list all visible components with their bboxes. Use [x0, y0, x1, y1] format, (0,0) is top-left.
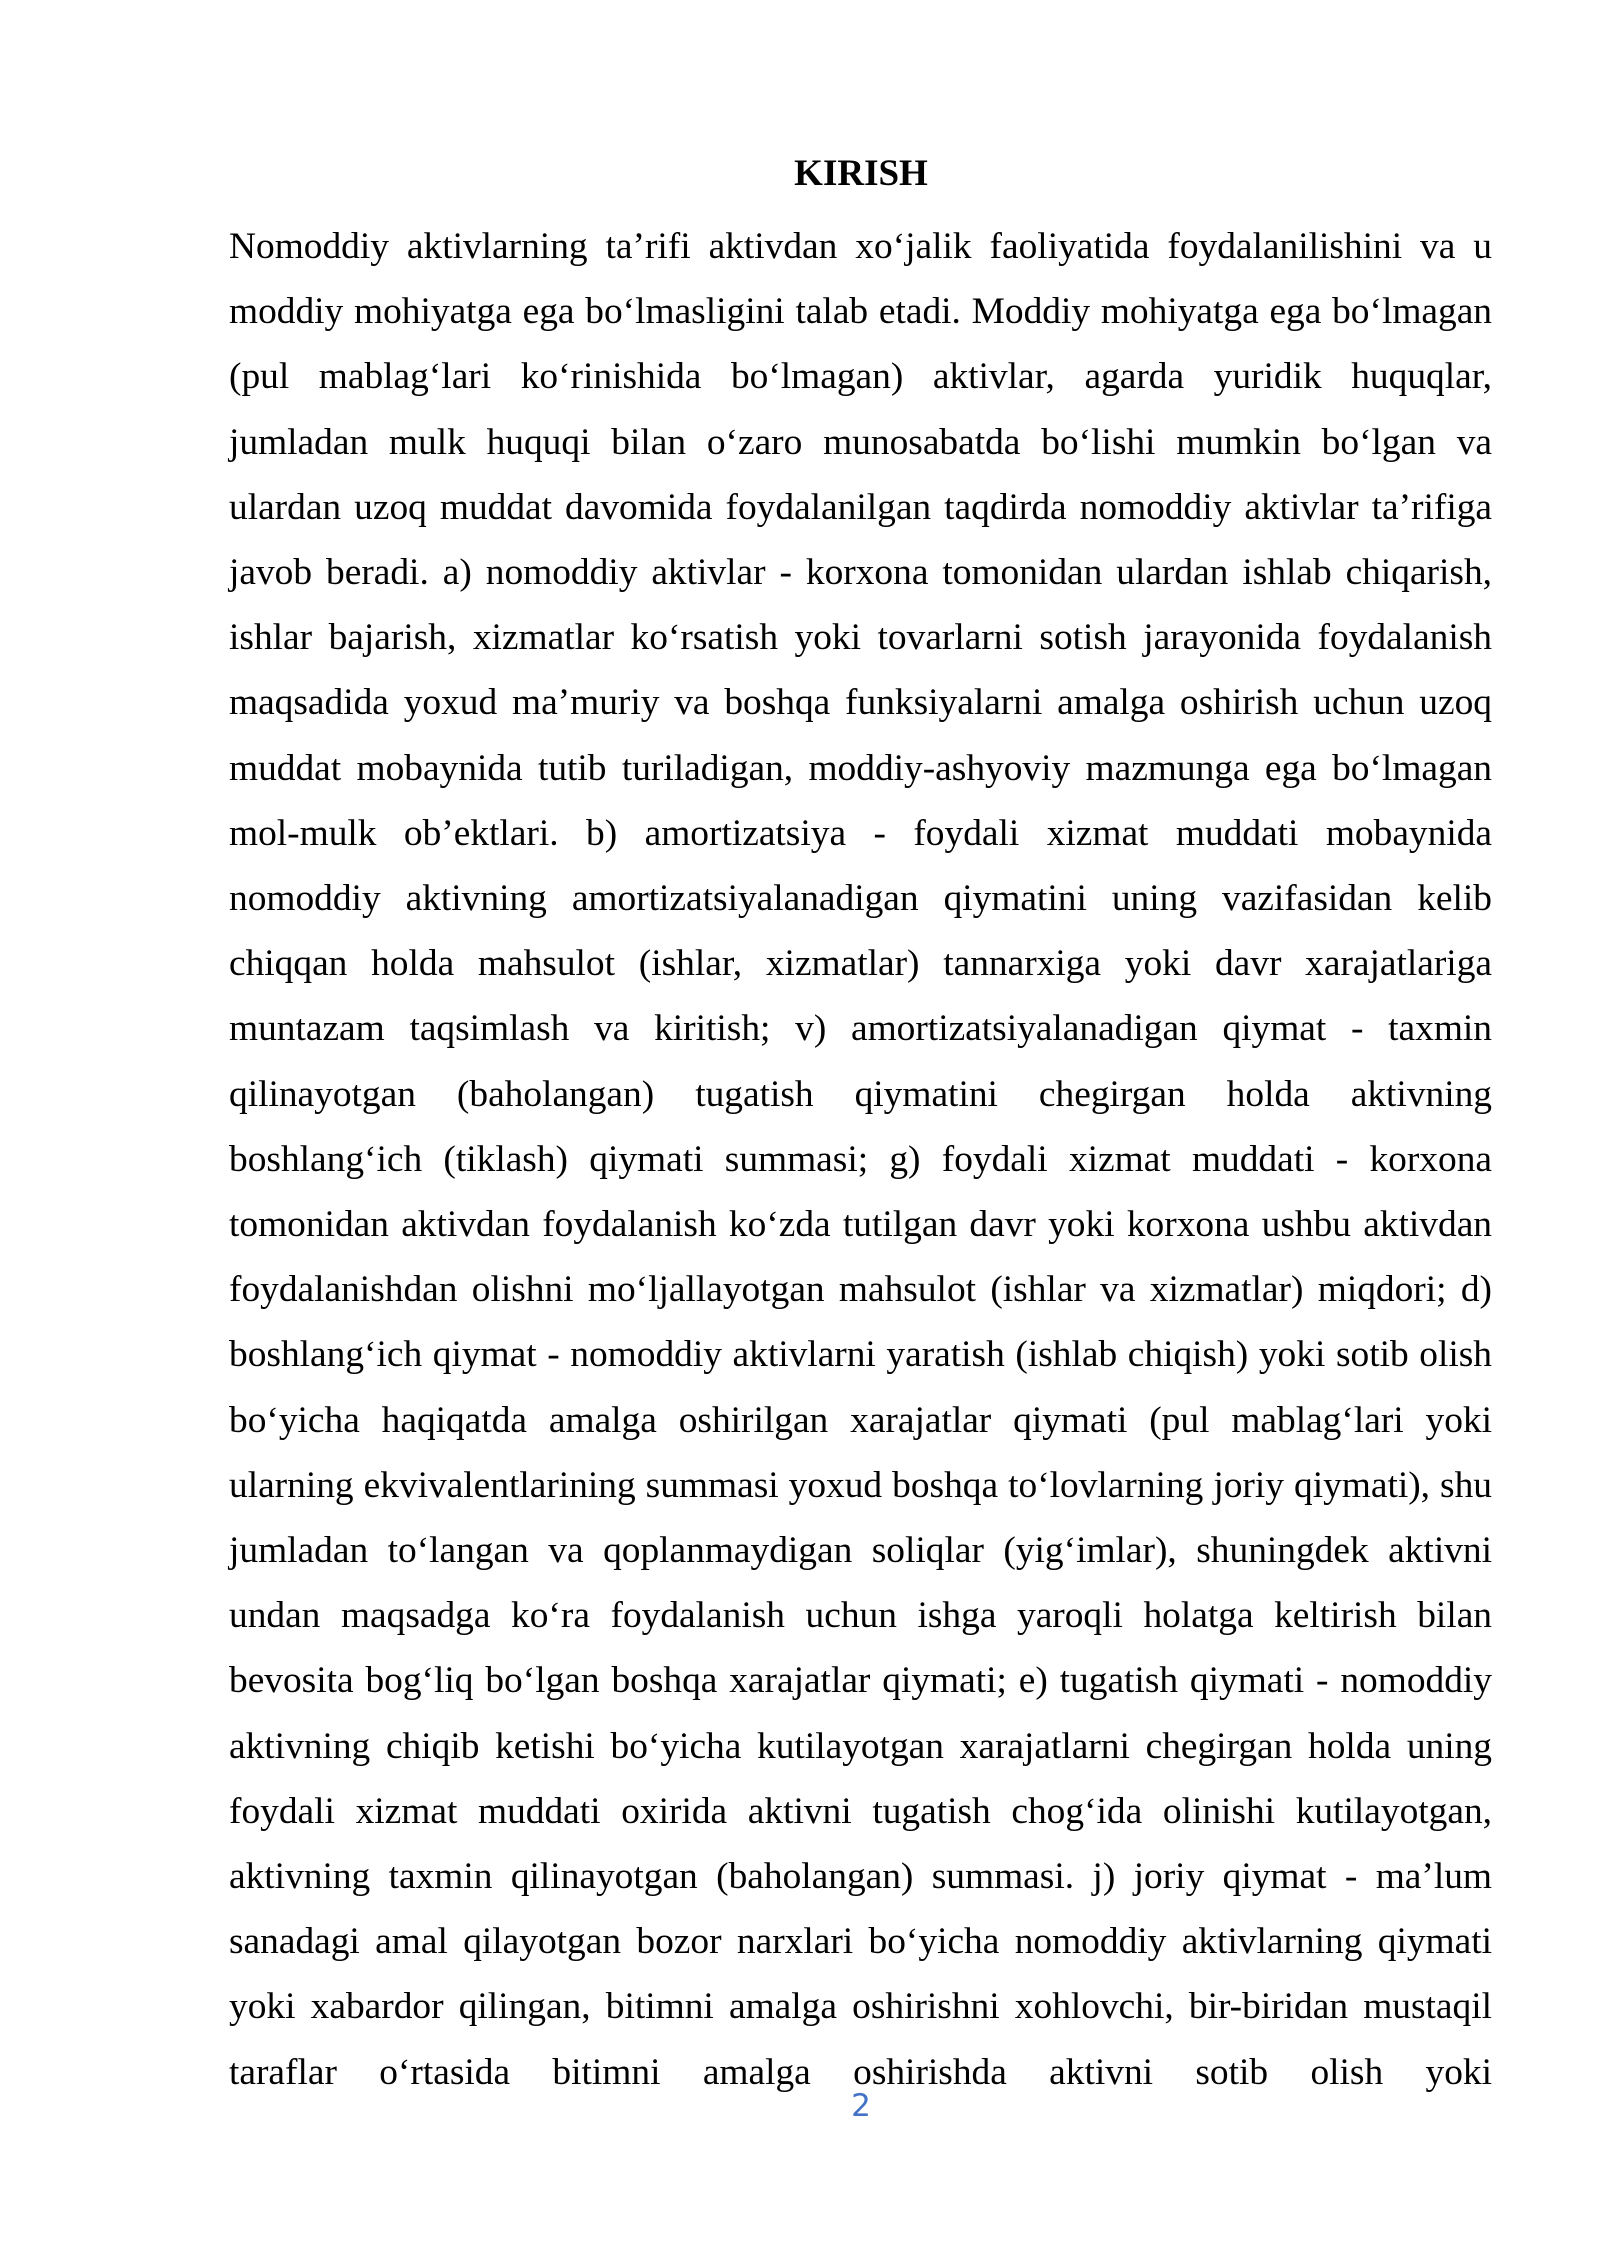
page-number: 2: [851, 2088, 871, 2124]
section-heading: KIRISH: [794, 153, 928, 194]
body-paragraph: Nomoddiy aktivlarning ta’rifi aktivdan xo‘jalik faoliyatida foydalanilishini va u moddiy mohiyatga ega bo‘lmasligini talab etadi. Moddiy mohiyatga ega bo‘lmagan (pul mablag‘lari ko‘rinishida bo‘lmagan) aktivlar, agarda yuridik huquqlar, jumladan mulk huquqi bilan o‘zaro munosabatda bo‘lishi mumkin bo‘lgan va ulardan uzoq muddat davomida foydalanilgan taqdirda nomoddiy aktivlar ta’rifiga javob beradi. a) nomoddiy aktivlar - korxona tomonidan ulardan ishlab chiqarish, ishlar bajarish, xizmatlar ko‘rsatish yoki tovarlarni sotish jarayonida foydalanish maqsadida yoxud ma’muriy va boshqa funksiyalarni amalga oshirish uchun uzoq muddat mobaynida tutib turiladigan, moddiy-ashyoviy mazmunga ega bo‘lmagan mol-mulk ob’ektlari. b) amortizatsiya - foydali xizmat muddati mobaynida nomoddiy aktivning amortizatsiyalanadigan qiymatini uning vazifasidan kelib chiqqan holda mahsulot (ishlar, xizmatlar) tannarxiga yoki davr xarajatlariga muntazam taqsimlash va kiritish; v) amortizatsiyalanadigan qiymat - taxmin qilinayotgan (baholangan) tugatish qiymatini chegirgan holda aktivning boshlang‘ich (tiklash) qiymati summasi; g) foydali xizmat muddati - korxona tomonidan aktivdan foydalanish ko‘zda tutilgan davr yoki korxona ushbu aktivdan foydalanishdan olishni mo‘ljallayotgan mahsulot (ishlar va xizmatlar) miqdori; d) boshlang‘ich qiymat - nomoddiy aktivlarni yaratish (ishlab chiqish) yoki sotib olish bo‘yicha haqiqatda amalga oshirilgan xarajatlar qiymati (pul mablag‘lari yoki ularning ekvivalentlarining summasi yoxud boshqa to‘lovlarning joriy qiymati), shu jumladan to‘langan va qoplanmaydigan soliqlar (yig‘imlar), shuningdek aktivni undan maqsadga ko‘ra foydalanish uchun ishga yaroqli holatga keltirish bilan bevosita bog‘liq bo‘lgan boshqa xarajatlar qiymati; e) tugatish qiymati - nomoddiy aktivning chiqib ketishi bo‘yicha kutilayotgan xarajatlarni chegirgan holda uning foydali xizmat muddati oxirida aktivni tugatish chog‘ida olinishi kutilayotgan, aktivning taxmin qilinayotgan (baholangan) summasi. j) joriy qiymat - ma’lum sanadagi amal qilayotgan bozor narxlari bo‘yicha nomoddiy aktivlarning qiymati yoki xabardor qilingan, bitimni amalga oshirishni xohlovchi, bir-biridan mustaqil taraflar o‘rtasida bitimni amalga oshirishda aktivni sotib olish yoki: [229, 226, 1492, 2093]
